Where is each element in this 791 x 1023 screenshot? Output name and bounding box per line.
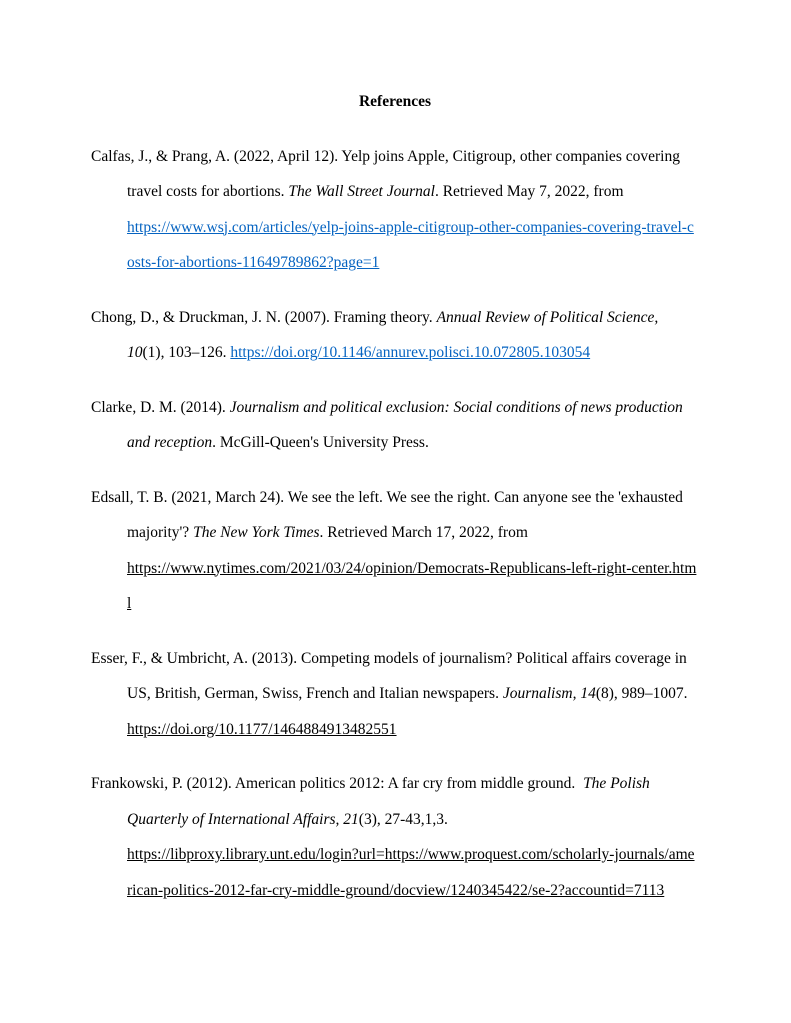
page-title: References bbox=[358, 93, 431, 110]
reference-text: Journalism and political exclusion: Social conditions of news production and reception bbox=[127, 398, 683, 451]
reference-link[interactable]: https://www.wsj.com/articles/yelp-joins-apple-citigroup-other-companies-covering-travel-costs-for-abortions-11649789862?page=1 bbox=[127, 218, 694, 271]
reference-link[interactable]: https://libproxy.library.unt.edu/login?url=https://www.proquest.com/scholarly-journals/american-politics-2012-far-cry-middle-ground/docview/1240345422/se-2?accountid=7113 bbox=[127, 846, 695, 899]
reference-text: Calfas, J., & Prang, A. (2022, April 12). Yelp joins Apple, Citigroup, other companies covering travel costs for abortions. bbox=[91, 147, 680, 200]
reference-text: Chong, D., & Druckman, J. N. (2007). Framing theory. bbox=[91, 308, 437, 326]
reference-link[interactable]: https://doi.org/10.1177/1464884913482551 bbox=[127, 720, 397, 738]
reference-entry bbox=[91, 480, 699, 622]
reference-entry bbox=[91, 139, 699, 281]
reference-text: . McGill-Queen's University Press. bbox=[212, 434, 429, 451]
reference-text: (1), 103–126. bbox=[142, 344, 231, 361]
reference-text: Edsall, T. B. (2021, March 24). We see the left. We see the right. Can anyone see the 'exhausted majority'? bbox=[91, 488, 683, 541]
reference-text: Clarke, D. M. (2014). bbox=[91, 398, 230, 416]
reference-entry bbox=[91, 300, 699, 371]
references-list bbox=[91, 139, 699, 909]
reference-text: . Retrieved May 7, 2022, from bbox=[434, 183, 624, 200]
reference-link[interactable]: https://doi.org/10.1146/annurev.polisci.10.072805.103054 bbox=[230, 344, 591, 361]
references-section bbox=[91, 84, 699, 927]
reference-text: Annual Review of Political Science, 10 bbox=[127, 308, 659, 361]
reference-link[interactable]: https://www.nytimes.com/2021/03/24/opinion/Democrats-Republicans-left-right-center.html bbox=[127, 559, 697, 612]
reference-text: Esser, F., & Umbricht, A. (2013). Competing models of journalism? Political affairs coverage in US, British, German, Swiss, French and Italian newspapers. bbox=[91, 649, 687, 702]
reference-text: Journalism, 14 bbox=[502, 685, 596, 702]
reference-entry bbox=[91, 390, 699, 461]
reference-text: The Wall Street Journal bbox=[288, 183, 435, 200]
reference-text: The New York Times bbox=[193, 524, 320, 541]
reference-text: Frankowski, P. (2012). American politics 2012: A far cry from middle ground. bbox=[91, 775, 584, 792]
reference-entry bbox=[91, 766, 699, 908]
reference-text: (3), 27-43,1,3. bbox=[358, 810, 448, 828]
reference-text: . Retrieved March 17, 2022, from bbox=[319, 524, 528, 541]
reference-entry bbox=[91, 641, 699, 748]
reference-text: The Polish Quarterly of International Affairs, 21 bbox=[127, 775, 650, 828]
reference-text: (8), 989–1007. bbox=[595, 685, 688, 702]
